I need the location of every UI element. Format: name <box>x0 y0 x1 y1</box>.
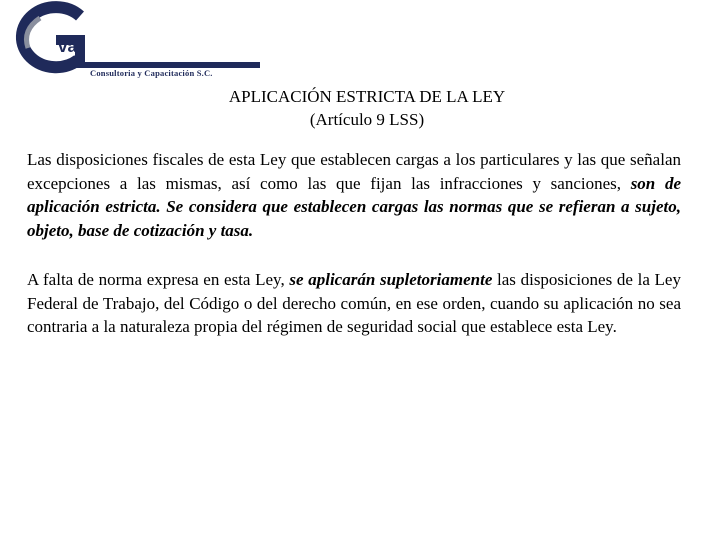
paragraph-text: las disposiciones de la Ley Federal de Trabajo, del Código o del derecho común, en ese orden, cuando su aplicación no sea contraria a la naturaleza propia del régimen de seguridad social que establece esta Ley. <box>27 270 681 336</box>
company-logo <box>0 0 262 84</box>
page-title: APLICACIÓN ESTRICTA DE LA LEY <box>228 87 506 106</box>
paragraph-text: Las disposiciones fiscales de esta Ley que establecen cargas a los particulares y las que señalan excepciones a las mismas, así como las que fijan las infracciones y sanciones, <box>27 150 681 193</box>
paragraph-supplementary-application <box>27 268 681 339</box>
logo-caption: Consultoria y Capacitación S.C. <box>90 68 213 78</box>
page-subtitle: (Artículo 9 LSS) <box>309 110 425 129</box>
logo-initials: va <box>58 37 77 56</box>
paragraph-emphasis: se aplicarán supletoriamente <box>289 270 493 289</box>
paragraph-strict-application <box>27 148 681 242</box>
paragraph-emphasis: son de aplicación estricta. Se considera que establecen cargas las normas que se refieran a sujeto, objeto, base de cotización y tasa. <box>27 173 681 240</box>
paragraph-text: A falta de norma expresa en esta Ley, <box>27 270 290 289</box>
